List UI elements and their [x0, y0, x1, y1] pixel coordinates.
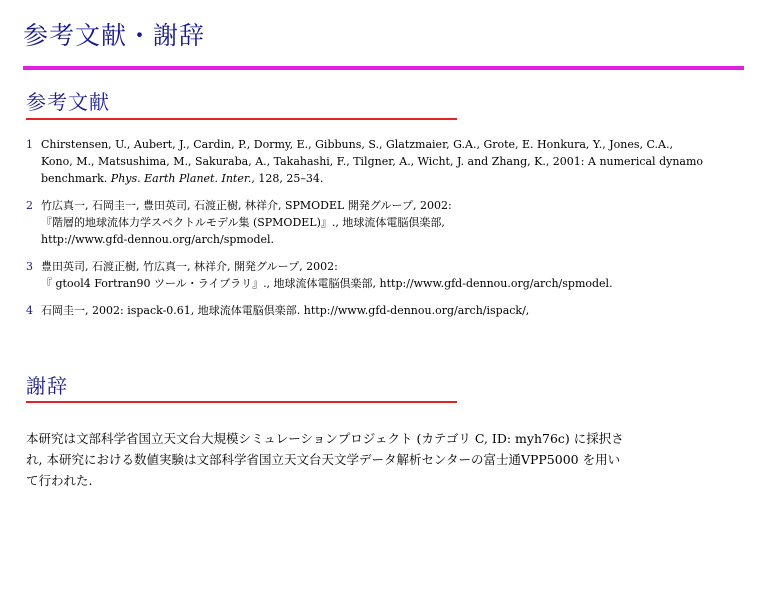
reference-line: 豊田英司, 石渡正樹, 竹広真一, 林祥介, 開発グループ, 2002:	[41, 260, 338, 273]
reference-number: 1	[26, 138, 33, 151]
reference-line: 『階層的地球流体力学スペクトルモデル集 (SPMODEL)』., 地球流体電脳倶楽部,	[41, 216, 445, 229]
acknowledgements-text	[26, 428, 746, 491]
reference-item-3	[26, 258, 746, 292]
acknowledgements-line: 本研究は文部科学省国立天文台大規模シミュレーションプロジェクト (カテゴリ C, ID: myh76c) に採択さ	[26, 431, 624, 446]
reference-number: 3	[26, 260, 33, 273]
acknowledgements-line: れ, 本研究における数値実験は文部科学省国立天文台天文学データ解析センターの富士通VPP5000 を用い	[26, 452, 621, 467]
title-divider	[23, 66, 744, 70]
reference-number: 4	[26, 304, 33, 317]
journal-name: Phys. Earth Planet. Inter.	[110, 172, 252, 185]
reference-text: , 128, 25–34.	[251, 172, 324, 185]
references-heading: 参考文献	[26, 90, 110, 114]
reference-line: http://www.gfd-dennou.org/arch/spmodel.	[41, 233, 275, 246]
acknowledgements-divider	[26, 401, 457, 403]
references-divider	[26, 118, 457, 120]
reference-line	[41, 170, 746, 187]
reference-line: 竹広真一, 石岡圭一, 豊田英司, 石渡正樹, 林祥介, SPMODEL 開発グループ, 2002:	[41, 199, 452, 212]
reference-list	[26, 136, 746, 329]
reference-number: 2	[26, 199, 33, 212]
reference-line: Kono, M., Matsushima, M., Sakuraba, A., Takahashi, F., Tilgner, A., Wicht, J. and Zhang, K., 2001: A numerical dynamo	[41, 155, 704, 168]
reference-item-4	[26, 302, 746, 319]
acknowledgements-line: て行われた.	[26, 473, 93, 488]
reference-item-2	[26, 197, 746, 248]
acknowledgements-heading: 謝辞	[26, 374, 68, 398]
reference-line: 石岡圭一, 2002: ispack-0.61, 地球流体電脳倶楽部. http://www.gfd-dennou.org/arch/ispack/,	[41, 304, 530, 317]
reference-item-1	[26, 136, 746, 187]
reference-text: benchmark.	[41, 172, 111, 185]
reference-line: 『 gtool4 Fortran90 ツール・ライブラリ』., 地球流体電脳倶楽部, http://www.gfd-dennou.org/arch/spmodel.	[41, 277, 613, 290]
page-title: 参考文献・謝辞	[23, 21, 206, 50]
reference-line: Chirstensen, U., Aubert, J., Cardin, P., Dormy, E., Gibbuns, S., Glatzmaier, G.A., Grote, E. Honkura, Y., Jones, C.A.,	[41, 138, 673, 151]
